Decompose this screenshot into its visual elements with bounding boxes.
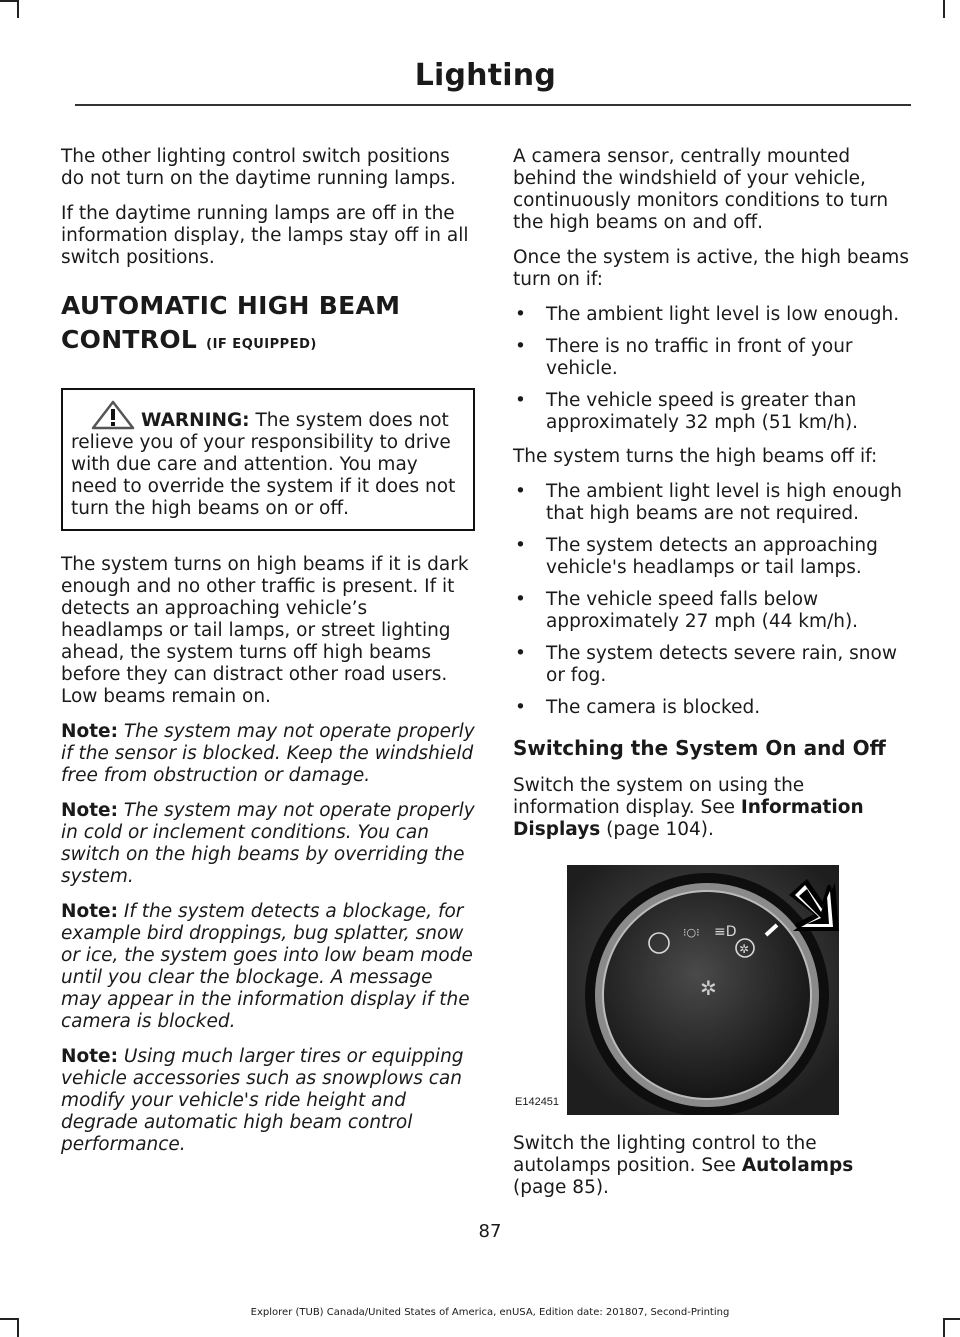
footer-text: Explorer (TUB) Canada/United States of America, enUSA, Edition date: 201807, Second-Printing (250, 1307, 730, 1318)
cross-reference-link[interactable]: Information Displays (513, 797, 864, 840)
list-item-text: The ambient light level is high enough that high beams are not required. (546, 481, 903, 524)
paragraph: Once the system is active, the high beams turn on if: (513, 247, 909, 290)
warning-label: WARNING: (141, 410, 250, 431)
note-text: Using much larger tires or equipping vehicle accessories such as snowplows can modify your vehicle's ride height and degrade automatic high beam control performance. (61, 1046, 464, 1155)
paragraph: The system turns the high beams off if: (513, 446, 878, 467)
crop-mark (17, 0, 19, 18)
note-label: Note: (61, 901, 118, 922)
bullet-list (513, 304, 909, 434)
list-item-text: There is no traffic in front of your vehicle. (546, 336, 853, 379)
lighting-control-figure (513, 865, 839, 1115)
list-item (513, 390, 909, 434)
bullet: • (515, 589, 526, 610)
paragraph: The system turns on high beams if it is dark enough and no other traffic is present. If it detects an approaching vehicle’s headlamps or tail lamps, or street lighting ahead, the system turns off high beams before they can distract other road users. Low beams remain on. (61, 554, 469, 707)
right-column (513, 146, 909, 1212)
bullet-list (513, 481, 909, 719)
note-label: Note: (61, 800, 118, 821)
warning-text: The system does not relieve you of your responsibility to drive with due care and attention. You may need to override the system if it does not turn the high beams on or off. (71, 410, 456, 519)
paragraph-text: (page 104). (600, 819, 714, 840)
svg-text:⁝○⁝: ⁝○⁝ (683, 926, 700, 939)
svg-text:≡D: ≡D (714, 924, 737, 940)
cross-reference-link[interactable]: Autolamps (741, 1155, 854, 1176)
list-item-text: The vehicle speed falls below approximately 27 mph (44 km/h). (546, 589, 859, 632)
list-item-text: The system detects an approaching vehicle's headlamps or tail lamps. (546, 535, 878, 578)
list-item-text: The camera is blocked. (546, 697, 761, 718)
bullet: • (515, 336, 526, 357)
paragraph-text: Switch the lighting control to the autolamps position. See (513, 1133, 817, 1176)
warning-triangle-icon (91, 400, 135, 430)
list-item (513, 589, 909, 633)
list-item-text: The vehicle speed is greater than approximately 32 mph (51 km/h). (546, 390, 859, 433)
list-item (513, 336, 909, 380)
note (61, 800, 475, 888)
crop-mark (17, 1318, 19, 1337)
section-heading-text: AUTOMATIC HIGH BEAM CONTROL (61, 291, 401, 354)
paragraph (513, 1133, 909, 1199)
section-heading (61, 289, 475, 362)
svg-text:✲: ✲ (739, 942, 750, 956)
list-item (513, 481, 909, 525)
list-item-text: The system detects severe rain, snow or fog. (546, 643, 897, 686)
paragraph: If the daytime running lamps are off in the information display, the lamps stay off in all switch positions. (61, 203, 469, 268)
svg-text:✲: ✲ (700, 976, 717, 1000)
note (61, 1046, 475, 1156)
crop-mark (943, 0, 945, 18)
lighting-control-switch-illustration (567, 865, 839, 1115)
bullet: • (515, 390, 526, 411)
warning-box (61, 388, 475, 531)
list-item (513, 697, 909, 719)
list-item (513, 304, 909, 326)
list-item-text: The ambient light level is low enough. (546, 304, 900, 325)
paragraph: The other lighting control switch positions do not turn on the daytime running lamps. (61, 146, 456, 189)
bullet: • (515, 304, 526, 325)
list-item (513, 643, 909, 687)
note-label: Note: (61, 1046, 118, 1067)
bullet: • (515, 535, 526, 556)
crop-mark (943, 1318, 960, 1320)
page-title: Lighting (414, 58, 556, 93)
left-column (61, 146, 475, 1169)
note-text: The system may not operate properly if the sensor is blocked. Keep the windshield free from obstruction or damage. (61, 721, 475, 786)
bullet: • (515, 481, 526, 502)
bullet: • (515, 697, 526, 718)
note (61, 721, 475, 787)
note-label: Note: (61, 721, 118, 742)
note-text: The system may not operate properly in cold or inclement conditions. You can switch on the high beams by overriding the system. (61, 800, 475, 887)
paragraph (513, 775, 909, 841)
subsection-heading: Switching the System On and Off (513, 736, 886, 760)
section-heading-suffix: (IF EQUIPPED) (206, 337, 317, 352)
figure-code: E142451 (515, 1096, 560, 1108)
crop-mark (943, 1318, 945, 1337)
note-text: If the system detects a blockage, for example bird droppings, bug splatter, snow or ice, the system goes into low beam mode until you clear the blockage. A message may appear in the information display if the camera is blocked. (61, 901, 473, 1032)
note (61, 901, 475, 1033)
bullet: • (515, 643, 526, 664)
page-number: 87 (478, 1221, 502, 1242)
header-rule (75, 104, 911, 106)
crop-mark (0, 0, 18, 2)
list-item (513, 535, 909, 579)
paragraph: A camera sensor, centrally mounted behind the windshield of your vehicle, continuously monitors conditions to turn the high beams on and off. (513, 146, 889, 233)
paragraph-text: (page 85). (513, 1177, 609, 1198)
paragraph-text: Switch the system on using the information display. See (513, 775, 805, 818)
crop-mark (0, 1318, 18, 1320)
